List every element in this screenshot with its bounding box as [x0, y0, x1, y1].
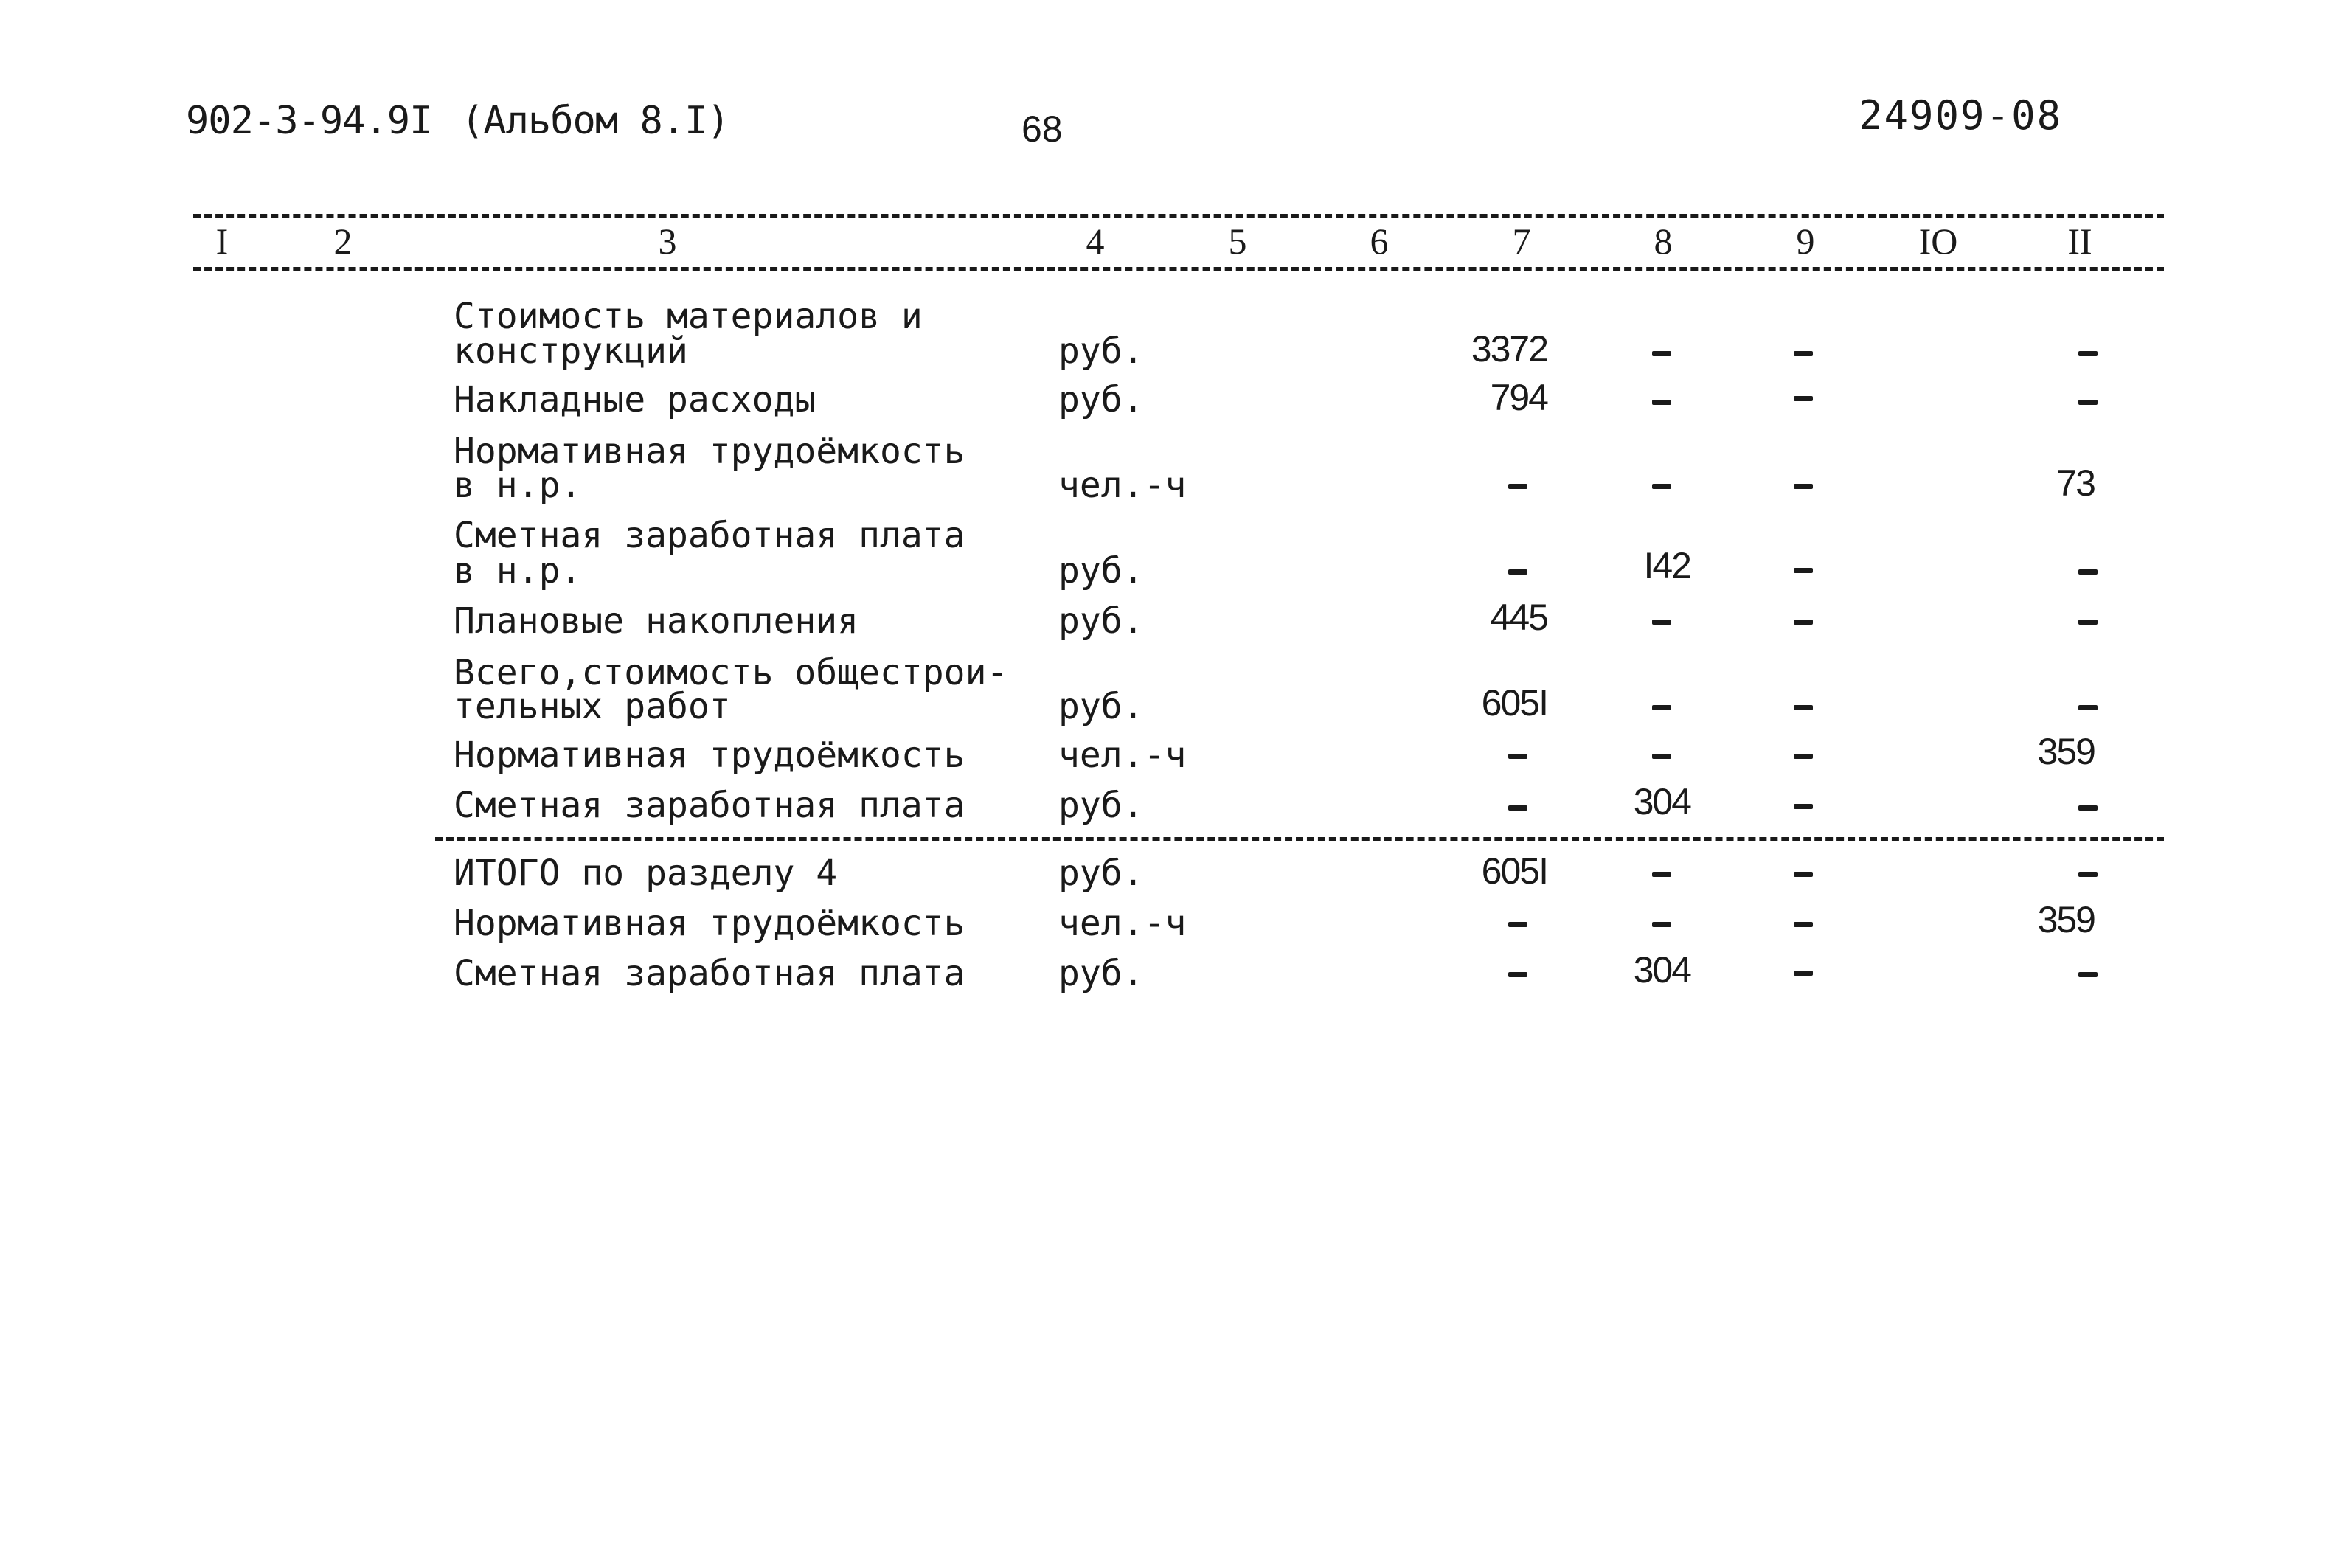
row-label: Сметная заработная плата	[454, 953, 965, 994]
dash-mark	[2078, 351, 2098, 356]
dash-mark	[1652, 484, 1671, 489]
dash-mark	[1652, 400, 1671, 405]
row-unit: чел.-ч	[1058, 465, 1187, 506]
row-unit: руб.	[1058, 550, 1144, 592]
dash-mark	[1508, 972, 1527, 977]
dash-mark	[1794, 484, 1813, 489]
column-number: 3	[658, 221, 677, 262]
row-label: ИТОГО по разделу 4	[454, 853, 838, 894]
column-number: 4	[1086, 221, 1105, 262]
column-7-value: 794	[1490, 377, 1547, 418]
totals-divider	[435, 837, 2164, 841]
dash-mark	[1794, 922, 1813, 927]
column-number: 5	[1228, 221, 1247, 262]
row-label: Нормативная трудоёмкость	[454, 735, 965, 776]
column-number: I	[215, 221, 229, 262]
row-label: в н.р.	[454, 465, 582, 506]
row-unit: руб.	[1058, 853, 1144, 894]
row-unit: руб.	[1058, 330, 1144, 372]
row-label: конструкций	[454, 330, 688, 372]
column-7-value: 445	[1490, 597, 1547, 638]
dash-mark	[1794, 872, 1813, 877]
column-number: II	[2067, 221, 2092, 262]
column-8-value: 304	[1633, 781, 1690, 822]
column-8-value: 304	[1633, 949, 1690, 991]
column-11-value: 359	[2037, 731, 2095, 772]
dash-mark	[1508, 922, 1527, 927]
column-11-value: 359	[2037, 899, 2095, 940]
row-unit: руб.	[1058, 600, 1144, 642]
column-number: 7	[1512, 221, 1531, 262]
dash-mark	[2078, 620, 2098, 625]
header-top-rule	[193, 214, 2164, 218]
dash-mark	[1794, 705, 1813, 710]
column-7-value: 605I	[1481, 682, 1547, 724]
row-label: Всего,стоимость общестрои-	[454, 652, 1008, 693]
dash-mark	[1652, 705, 1671, 710]
dash-mark	[1508, 569, 1527, 575]
row-label: Стоимость материалов и	[454, 296, 923, 337]
column-number: 2	[333, 221, 353, 262]
dash-mark	[1794, 971, 1813, 976]
row-unit: руб.	[1058, 953, 1144, 994]
dash-mark	[1652, 872, 1671, 877]
row-label: Сметная заработная плата	[454, 785, 965, 826]
row-unit: чел.-ч	[1058, 735, 1187, 776]
column-11-value: 73	[2056, 462, 2095, 504]
row-label: Нормативная трудоёмкость	[454, 431, 965, 472]
dash-mark	[1652, 351, 1671, 356]
album-reference: (Альбом 8.I)	[461, 99, 729, 143]
column-7-value: 3372	[1471, 328, 1547, 370]
dash-mark	[2078, 972, 2098, 977]
row-label: в н.р.	[454, 550, 582, 592]
dash-mark	[2078, 569, 2098, 575]
dash-mark	[1508, 754, 1527, 759]
column-number: 6	[1370, 221, 1389, 262]
column-number: 8	[1654, 221, 1673, 262]
dash-mark	[1794, 620, 1813, 625]
dash-mark	[1508, 484, 1527, 489]
row-label: Плановые накопления	[454, 600, 859, 642]
dash-mark	[1652, 620, 1671, 625]
dash-mark	[1794, 396, 1813, 401]
row-unit: руб.	[1058, 785, 1144, 826]
row-unit: чел.-ч	[1058, 903, 1187, 944]
row-unit: руб.	[1058, 686, 1144, 727]
column-8-value: I42	[1643, 545, 1690, 586]
document-number: 24909-08	[1859, 92, 2063, 139]
dash-mark	[2078, 400, 2098, 405]
dash-mark	[1652, 754, 1671, 759]
dash-mark	[1794, 351, 1813, 356]
row-label: Нормативная трудоёмкость	[454, 903, 965, 944]
dash-mark	[1794, 568, 1813, 573]
document-code: 902-3-94.9I	[186, 99, 432, 143]
dash-mark	[1508, 805, 1527, 811]
dash-mark	[2078, 872, 2098, 877]
dash-mark	[1652, 922, 1671, 927]
dash-mark	[1794, 804, 1813, 809]
dash-mark	[2078, 805, 2098, 811]
dash-mark	[2078, 705, 2098, 710]
page-number: 68	[1021, 108, 1063, 150]
column-number: 9	[1796, 221, 1815, 262]
header-bottom-rule	[193, 267, 2164, 271]
row-unit: руб.	[1058, 379, 1144, 420]
row-label: Накладные расходы	[454, 379, 816, 420]
row-label: Сметная заработная плата	[454, 515, 965, 556]
dash-mark	[1794, 754, 1813, 759]
column-7-value: 605I	[1481, 850, 1547, 892]
row-label: тельных работ	[454, 686, 731, 727]
column-number: IO	[1918, 221, 1958, 262]
